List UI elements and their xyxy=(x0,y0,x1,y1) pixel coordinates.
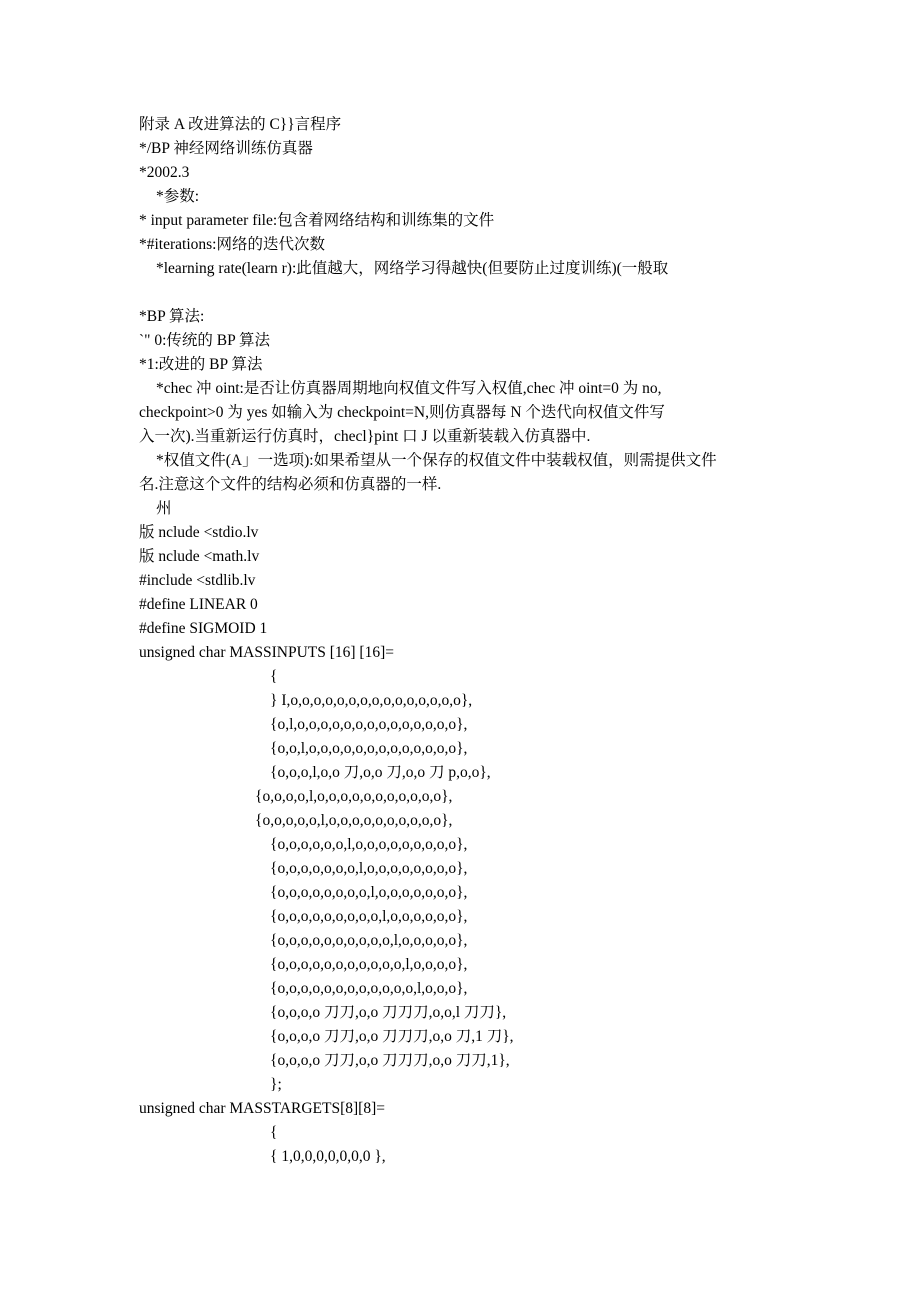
code-line: #define LINEAR 0 xyxy=(139,596,258,613)
code-line: 版 nclude <math.lv xyxy=(139,548,260,565)
code-line: { xyxy=(270,1124,278,1141)
text-line: *2002.3 xyxy=(139,164,190,181)
blank-line xyxy=(139,281,839,305)
text-line: *learning rate(learn r):此值越大，网络学习得越快(但要防止过度训练)(一般取 xyxy=(156,260,669,277)
document-body xyxy=(139,113,839,1169)
code-line: {o,o,o,o,o,o,o,o,l,o,o,o,o,o,o,o}, xyxy=(270,884,468,901)
code-line: {o,o,o,o 刀刀,o,o 刀刀刀,o,o,l 刀刀}, xyxy=(270,1004,507,1021)
text-line: *权值文件(A」一选项):如果希望从一个保存的权值文件中装载权值，则需提供文件 xyxy=(156,452,717,469)
code-line: {o,o,o,l,o,o 刀,o,o 刀,o,o 刀 p,o,o}, xyxy=(270,764,491,781)
code-line: { 1,0,0,0,0,0,0,0 }, xyxy=(270,1148,386,1165)
text-line: *BP 算法: xyxy=(139,308,205,325)
text-line: checkpoint>0 为 yes 如输入为 checkpoint=N,则仿真器每 N 个迭代向权值文件写 xyxy=(139,404,665,421)
code-line: {o,o,o,o,o,l,o,o,o,o,o,o,o,o,o,o}, xyxy=(255,812,453,829)
code-line: {o,o,o,o,o,o,o,l,o,o,o,o,o,o,o,o}, xyxy=(270,860,468,877)
text-line: 州 xyxy=(156,500,172,517)
code-line: {o,o,o,o,o,o,o,o,o,l,o,o,o,o,o,o}, xyxy=(270,908,468,925)
code-line: { xyxy=(270,668,278,685)
code-line: {o,o,o,o,o,o,o,o,o,o,o,o,l,o,o,o}, xyxy=(270,980,468,997)
code-line: {o,o,o,o,l,o,o,o,o,o,o,o,o,o,o,o}, xyxy=(255,788,453,805)
text-line: *#iterations:网络的迭代次数 xyxy=(139,236,325,253)
code-line: {o,o,o,o,o,o,l,o,o,o,o,o,o,o,o,o}, xyxy=(270,836,468,853)
text-line: *1:改进的 BP 算法 xyxy=(139,356,263,373)
code-line: } I,o,o,o,o,o,o,o,o,o,o,o,o,o,o,o}, xyxy=(270,692,473,709)
code-line: {o,o,o,o 刀刀,o,o 刀刀刀,o,o 刀,1 刀}, xyxy=(270,1028,514,1045)
code-line: #define SIGMOID 1 xyxy=(139,620,268,637)
text-line: 入一次).当重新运行仿真时，checl}pint 口 J 以重新装载入仿真器中. xyxy=(139,428,591,445)
text-line: */BP 神经网络训练仿真器 xyxy=(139,140,313,157)
code-line: {o,o,o,o,o,o,o,o,o,o,o,l,o,o,o,o}, xyxy=(270,956,468,973)
code-line: #include <stdlib.lv xyxy=(139,572,256,589)
code-line: {o,l,o,o,o,o,o,o,o,o,o,o,o,o,o,o}, xyxy=(270,716,468,733)
code-line: {o,o,l,o,o,o,o,o,o,o,o,o,o,o,o,o}, xyxy=(270,740,468,757)
code-line: unsigned char MASSINPUTS [16] [16]= xyxy=(139,644,395,661)
code-line: }; xyxy=(270,1076,282,1093)
text-line: `" 0:传统的 BP 算法 xyxy=(139,332,271,349)
text-line: *参数: xyxy=(156,188,200,205)
text-line: 附录 A 改进算法的 C}}言程序 xyxy=(139,116,342,133)
code-line: {o,o,o,o,o,o,o,o,o,o,l,o,o,o,o,o}, xyxy=(270,932,468,949)
text-line: *chec 冲 oint:是否让仿真器周期地向权值文件写入权值,chec 冲 oint=0 为 no, xyxy=(156,380,662,397)
text-line: * input parameter file:包含着网络结构和训练集的文件 xyxy=(139,212,495,229)
code-line: unsigned char MASSTARGETS[8][8]= xyxy=(139,1100,386,1117)
text-line: 名.注意这个文件的结构必须和仿真器的一样. xyxy=(139,476,442,493)
code-line: 版 nclude <stdio.lv xyxy=(139,524,259,541)
code-line: {o,o,o,o 刀刀,o,o 刀刀刀,o,o 刀刀,1}, xyxy=(270,1052,510,1069)
